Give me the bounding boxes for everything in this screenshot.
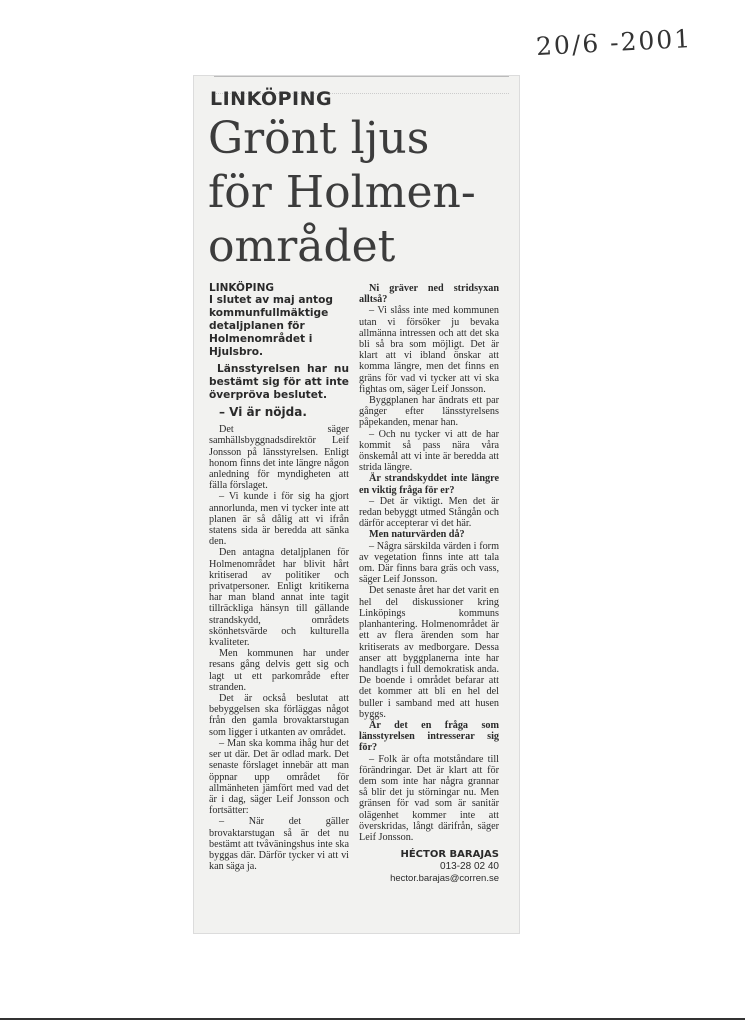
handwritten-date: 20/6 -2001: [535, 23, 693, 62]
headline: [208, 112, 508, 274]
pull-quote: – Vi är nöjda.: [219, 405, 307, 420]
body-paragraph: Byggplanen har ändrats ett par gånger efter länsstyrelsens påpekanden, menar han.: [359, 395, 499, 429]
body-paragraph: – Några särskilda värden i form av vegetation finns inte att tala om. Där finns bara gräs och vass, säger Leif Jonsson.: [359, 540, 499, 586]
lead-paragraph-2: Länsstyrelsen har nu bestämt sig för att inte överpröva beslutet.: [209, 363, 349, 402]
body-paragraph: Det säger samhällsbyggnadsdirektör Leif Jonsson på länsstyrelsen. Enligt honom finns det inte längre någon anledning för myndigheten att fälla förslaget.: [209, 424, 349, 492]
body-paragraph: – Och nu tycker vi att de har kommit så pass nära våra önskemål att vi inte är beredda att strida längre.: [359, 428, 499, 474]
headline-line: området: [208, 221, 396, 272]
author-email: hector.barajas@corren.se: [390, 873, 499, 885]
headline-line: för Holmen-: [208, 167, 476, 218]
body-paragraph: Det senaste året har det varit en hel del diskussioner kring Linköpings kommuns planhantering. Holmenområdet är ett av flera ärenden som har kritiserats av medborgare. Dessa anser att byggplanerna inte har handlagts i full demokratisk anda. De boende i området befarar att det kommer att bli en hel del buller i samband med att husen byggs.: [359, 585, 499, 720]
interview-question: Men naturvärden då?: [369, 529, 465, 541]
interview-question: Är strandskyddet inte längre en viktig fråga för er?: [359, 473, 499, 496]
headline-line: Grönt ljus: [208, 113, 430, 164]
body-paragraph: Men kommunen har under resans gång delvis gett sig och lagt ut ett parkområde efter stranden.: [209, 648, 349, 693]
left-column: [209, 283, 349, 872]
newspaper-clipping: [193, 75, 520, 934]
author-name: HÉCTOR BARAJAS: [400, 849, 499, 861]
scan-edge-divider: [0, 1018, 745, 1026]
interview-question: Ni gräver ned stridsyxan alltså?: [359, 283, 499, 306]
body-paragraph: – Man ska komma ihåg hur det ser ut där. Det är odlad mark. Det senaste förslaget innebär att man öppnar upp området för allmänheten jämfört med vad det är i dag, säger Leif Jonsson och fortsätter:: [209, 737, 349, 817]
body-paragraph: – Folk är ofta motståndare till förändringar. Det är klart att för dem som inte har några grannar så blir det ju störningar nu. Men gränsen för vad som är sanitär olägenhet kommer inte att överskridas, långt därifrån, säger Leif Jonsson.: [359, 753, 499, 843]
interview-question: Är det en fråga som länsstyrelsen intresserar sig för?: [359, 719, 499, 754]
body-paragraph: – När det gäller brovaktarstugan så är det nu bestämt att tvåväningshus inte ska byggas där. Därför tycker vi att vi kan säga ja.: [209, 816, 349, 873]
author-phone: 013-28 02 40: [440, 861, 499, 873]
dateline: LINKÖPING: [209, 282, 274, 294]
body-paragraph: Den antagna detaljplanen för Holmenområdet har blivit hårt kritiserad av politiker och privatpersoner. Enligt kritikerna har man bland annat inte tagit tillräckliga hänsyn till gällande strandskydd, områdets skönhetsvärde och kulturella kvaliteter.: [209, 547, 349, 649]
body-paragraph: Det är också beslutat att bebyggelsen ska förläggas något från den gamla brovaktarstugan som ligger i utkanten av området.: [209, 693, 349, 738]
byline: [359, 849, 499, 885]
body-paragraph: – Vi kunde i för sig ha gjort annorlunda, men vi tycker inte att planen är så dålig att vi ifrån statens sida är beredda att sänka den.: [209, 491, 349, 548]
body-paragraph: – Vi slåss inte med kommunen utan vi försöker ju bevaka allmänna intressen och att det ska bli så bra som möjligt. Det är klart att vi ibland önskar att komma längre, men det finns en gräns för vad vi tycker att vi ska fightas om, säger Leif Jonsson.: [359, 305, 499, 395]
lead-paragraph: I slutet av maj antog kommunfullmäktige detaljplanen för Holmenområdet i Hjulsbro.: [209, 294, 333, 359]
body-paragraph: – Det är viktigt. Men det är redan bebyggt utmed Stångån och därför accepterar vi det här.: [359, 495, 499, 530]
right-column: [359, 283, 499, 885]
section-kicker: LINKÖPING: [210, 88, 333, 110]
